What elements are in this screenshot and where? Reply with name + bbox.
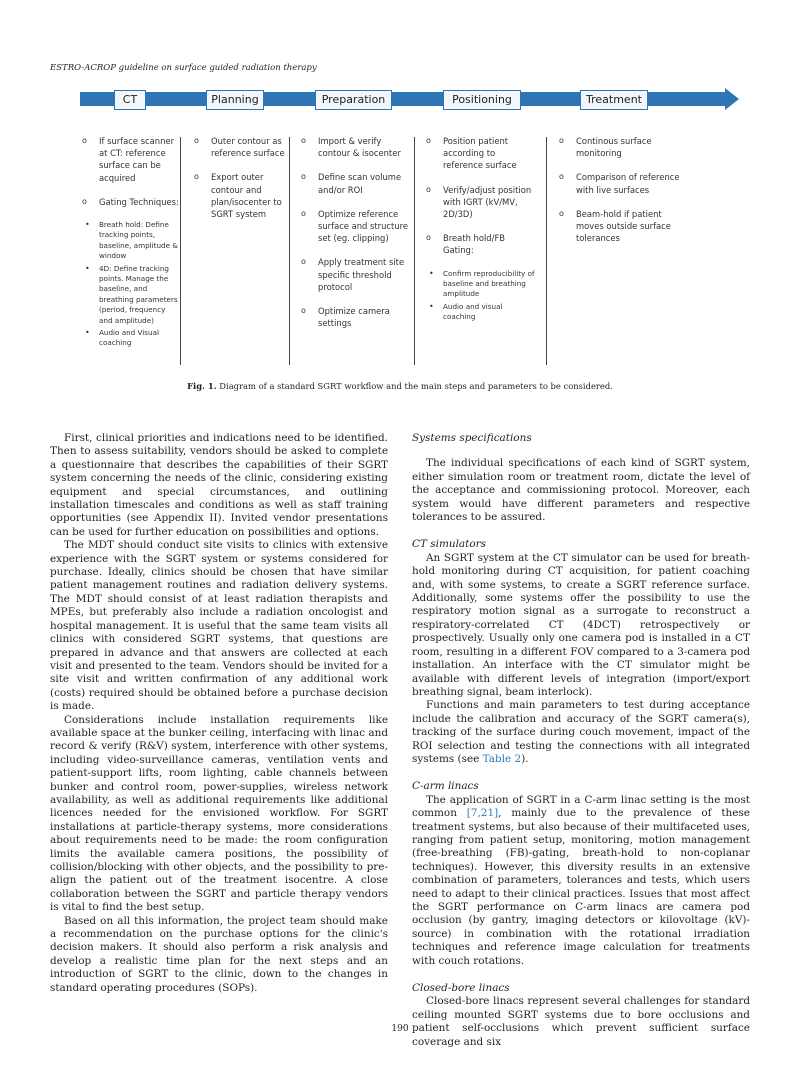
list-item: o Verify/adjust position with IGRT (kV/MV, 2D/3D)	[426, 184, 536, 221]
body-paragraph: The individual specifications of each kind of SGRT system, either simulation room or treatment room, dictate the level of the acceptance and commissioning protocol. Moreover, each system would have different parameters and respective tolerances to be assured.	[412, 457, 750, 524]
stage-planning: Planning	[206, 90, 264, 110]
list-item: o Define scan volume and/or ROI	[301, 171, 411, 195]
list-item: o Breath hold/FB Gating:	[426, 232, 536, 256]
section-heading: CT simulators	[412, 538, 486, 551]
stage-ct: CT	[114, 90, 146, 110]
list-subitem: • Audio and visual coaching	[426, 302, 536, 323]
body-paragraph: Based on all this information, the project team should make a recommendation on the purchase options for the clinic's decision makers. It should also perform a risk analysis and develop a realistic time plan for the next steps and an introduction of SGRT to the clinic, down to the changes in standard operating procedures (SOPs).	[50, 914, 388, 994]
body-paragraph: Functions and main parameters to test during acceptance include the calibration and accuracy of the SGRT camera(s), tracking of the surface during couch movement, impact of the ROI selection and testing the connections with all integrated systems (see Table 2).	[412, 699, 750, 765]
column-divider	[546, 137, 547, 365]
list-item: o If surface scanner at CT: reference surface can be acquired	[82, 135, 180, 184]
list-item: o Outer contour as reference surface	[194, 135, 286, 159]
citation-link[interactable]: [7,21]	[466, 807, 499, 820]
list-item: o Comparison of reference with live surfaces	[559, 171, 689, 195]
planning-steps	[194, 135, 286, 232]
list-subitem: • 4D: Define tracking points. Manage the baseline, and breathing parameters (period, frequency and amplitude)	[82, 264, 180, 326]
positioning-steps	[426, 135, 536, 325]
list-subitem: • Confirm reproducibility of baseline and breathing amplitude	[426, 269, 536, 300]
running-head: ESTRO-ACROP guideline on surface guided radiation therapy	[50, 63, 317, 73]
body-paragraph: Closed-bore linacs represent several challenges for standard ceiling mounted SGRT systems due to bore occlusions and patient self-occlusions which prevent sufficient surface coverage and six	[412, 995, 750, 1048]
section-heading: Closed-bore linacs	[412, 982, 510, 995]
list-item: o Position patient according to reference surface	[426, 135, 536, 172]
workflow-arrow-head	[725, 88, 739, 110]
section-heading: C-arm linacs	[412, 780, 479, 793]
preparation-steps	[301, 135, 411, 341]
column-divider	[414, 137, 415, 365]
body-paragraph: An SGRT system at the CT simulator can be used for breath-hold monitoring during CT acquisition, for patient coaching and, with some systems, to create a SGRT reference surface. Additionally, some systems offer the possibility to use the respiratory motion signal as a surrogate to reconstruct a respiratory-correlated CT (4DCT) retrospectively or prospectively. Usually only one camera pod is installed in a CT room, resulting in a different FOV compared to a 3-camera pod installation. An interface with the CT simulator might be available with different levels of integration (import/export breathing signal, beam interlock).	[412, 551, 750, 698]
body-paragraph: Considerations include installation requirements like available space at the bunker ceiling, interfacing with linac and record & verify (R&V) system, interference with other systems, including video-surveillance cameras, ventilation vents and patient-support lifts, room lighting, cable channels between bunker and control room, power-supplies, wireless network availability, as well as additional requirements like additional licences needed for the envisioned workflow. For SGRT installations at particle-therapy systems, more considerations about requirements need to be made: the room configuration limits the available camera positions, the possibility of collision/blocking with other objects, and the possibility to pre-align the patient out of the treatment isocentre. A close collaboration between the SGRT and particle therapy vendors is vital to find the best setup.	[50, 713, 388, 914]
figure-caption-text: Diagram of a standard SGRT workflow and the main steps and parameters to be considered.	[219, 381, 613, 391]
list-item: o Optimize reference surface and structure set (eg. clipping)	[301, 208, 411, 245]
list-item: o Import & verify contour & isocenter	[301, 135, 411, 159]
right-column	[412, 432, 750, 1049]
list-item: o Export outer contour and plan/isocenter to SGRT system	[194, 171, 286, 220]
list-item: o Beam-hold if patient moves outside surface tolerances	[559, 208, 689, 245]
column-divider	[180, 137, 181, 365]
page-number: 190	[391, 1024, 409, 1034]
body-paragraph: The MDT should conduct site visits to clinics with extensive experience with the SGRT system or systems considered for purchase. Ideally, clinics should be chosen that have similar patient management routines and radiation delivery systems. The MDT should consist of at least radiation therapists and MPEs, but preferably also include a radiation oncologist and hospital management. It is useful that the same team visits all clinics with considered SGRT systems, that questions are prepared in advance and that answers are collected at each visit and presented to the team. Vendors should be invited for a site visit and written confirmation of any additional work (costs) required should be obtained before a purchase decision is made.	[50, 539, 388, 713]
left-column	[50, 432, 388, 995]
body-paragraph: The application of SGRT in a C-arm linac setting is the most common [7,21], mainly due to the prevalence of these treatment systems, but also because of their multifaceted uses, ranging from patient setup, monitoring, motion management (free-breathing (FB)-gating, breath-hold to non-coplanar techniques). However, this diversity results in an extensive combination of parameters, tolerances and tests, which users need to adapt to their clinical practices. Issues that most affect the SGRT performance on C-arm linacs are camera pod occlusion (by gantry, imaging detectors or kilovoltage (kV)-source) in combination with the rotational irradiation techniques and reference image calculation for treatments with couch rotations.	[412, 793, 750, 967]
list-item: o Optimize camera settings	[301, 305, 411, 329]
figure-caption	[50, 381, 750, 391]
treatment-steps	[559, 135, 689, 256]
figure-caption-label: Fig. 1.	[187, 381, 217, 391]
table-reference-link[interactable]: Table 2	[482, 752, 522, 765]
list-subitem: • Breath hold: Define tracking points, baseline, amplitude & window	[82, 220, 180, 262]
list-item: o Continous surface monitoring	[559, 135, 689, 159]
stage-treatment: Treatment	[580, 90, 648, 110]
column-divider	[289, 137, 290, 365]
list-item: o Apply treatment site specific threshold protocol	[301, 256, 411, 293]
workflow-figure	[50, 85, 750, 391]
list-subitem: • Audio and Visual coaching	[82, 328, 180, 349]
list-item: o Gating Techniques:	[82, 196, 180, 208]
stage-positioning: Positioning	[443, 90, 521, 110]
section-heading: Systems specifications	[412, 432, 532, 444]
stage-preparation: Preparation	[315, 90, 392, 110]
body-paragraph: First, clinical priorities and indications need to be identified. Then to assess suitability, vendors should be asked to complete a questionnaire that describes the capabilities of their SGRT system concerning the needs of the clinic, considering existing equipment and special circumstances, and outlining installation timescales and conditions as well as staff training opportunities (see Appendix II). Invited vendor presentations can be used for further education on possibilities and options.	[50, 432, 388, 538]
ct-steps	[82, 135, 180, 351]
